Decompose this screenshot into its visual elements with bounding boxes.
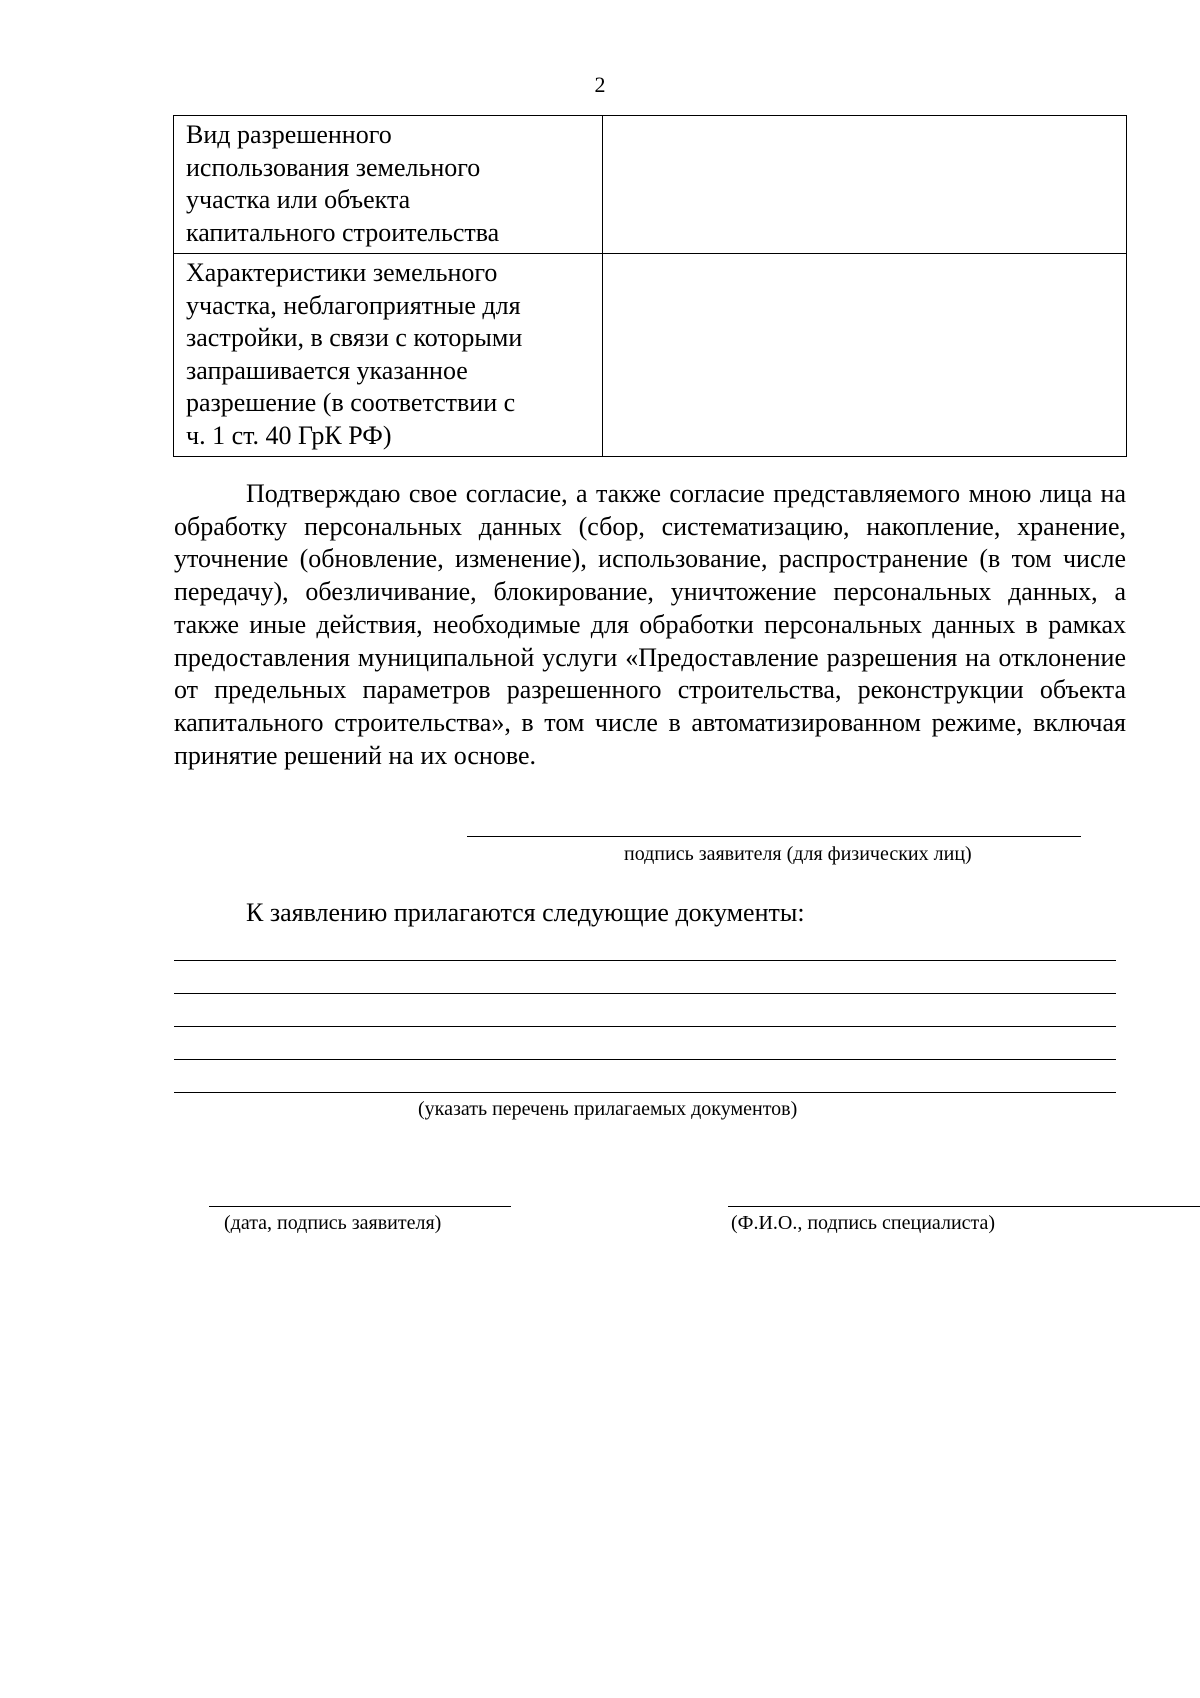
attachment-line[interactable] [174,1092,1116,1093]
applicant-signature-line[interactable] [467,836,1081,837]
attachment-line[interactable] [174,993,1116,994]
attachment-line[interactable] [174,1026,1116,1027]
date-signature-line[interactable] [209,1206,511,1207]
attachment-line[interactable] [174,960,1116,961]
application-details-table [173,115,1127,457]
table-row [174,116,1127,254]
specialist-signature-caption: (Ф.И.О., подпись специалиста) [731,1212,996,1234]
land-characteristics-label: Характеристики земельного участка, неблагоприятные для застройки, в связи с которыми запрашивается указанное разрешение (в соответствии с ч. 1 ст. 40 ГрК РФ) [174,254,603,457]
date-signature-caption: (дата, подпись заявителя) [224,1212,442,1234]
page-number: 2 [594,72,606,97]
specialist-signature-line[interactable] [728,1206,1200,1207]
attachment-line[interactable] [174,1059,1116,1060]
consent-paragraph: Подтверждаю свое согласие, а также согласие представляемого мною лица на обработку персональных данных (сбор, систематизацию, накопление, хранение, уточнение (обновление, изменение), использование, распространение (в том числе передачу), обезличивание, блокирование, уничтожение персональных данных, а также иные действия, необходимые для обработки персональных данных в рамках предоставления муниципальной услуги «Предоставление разрешения на отклонение от предельных параметров разрешенного строительства, реконструкции объекта капитального строительства», в том числе в автоматизированном режиме, включая принятие решений на их основе. [174,479,1126,770]
land-characteristics-value-field[interactable] [603,254,1127,457]
permitted-use-label: Вид разрешенного использования земельного участка или объекта капитального строительства [174,116,603,254]
applicant-signature-caption: подпись заявителя (для физических лиц) [624,843,972,865]
table-row [174,254,1127,457]
attachments-heading: К заявлению прилагаются следующие документы: [246,898,805,927]
permitted-use-value-field[interactable] [603,116,1127,254]
attachments-caption: (указать перечень прилагаемых документов) [418,1098,798,1120]
